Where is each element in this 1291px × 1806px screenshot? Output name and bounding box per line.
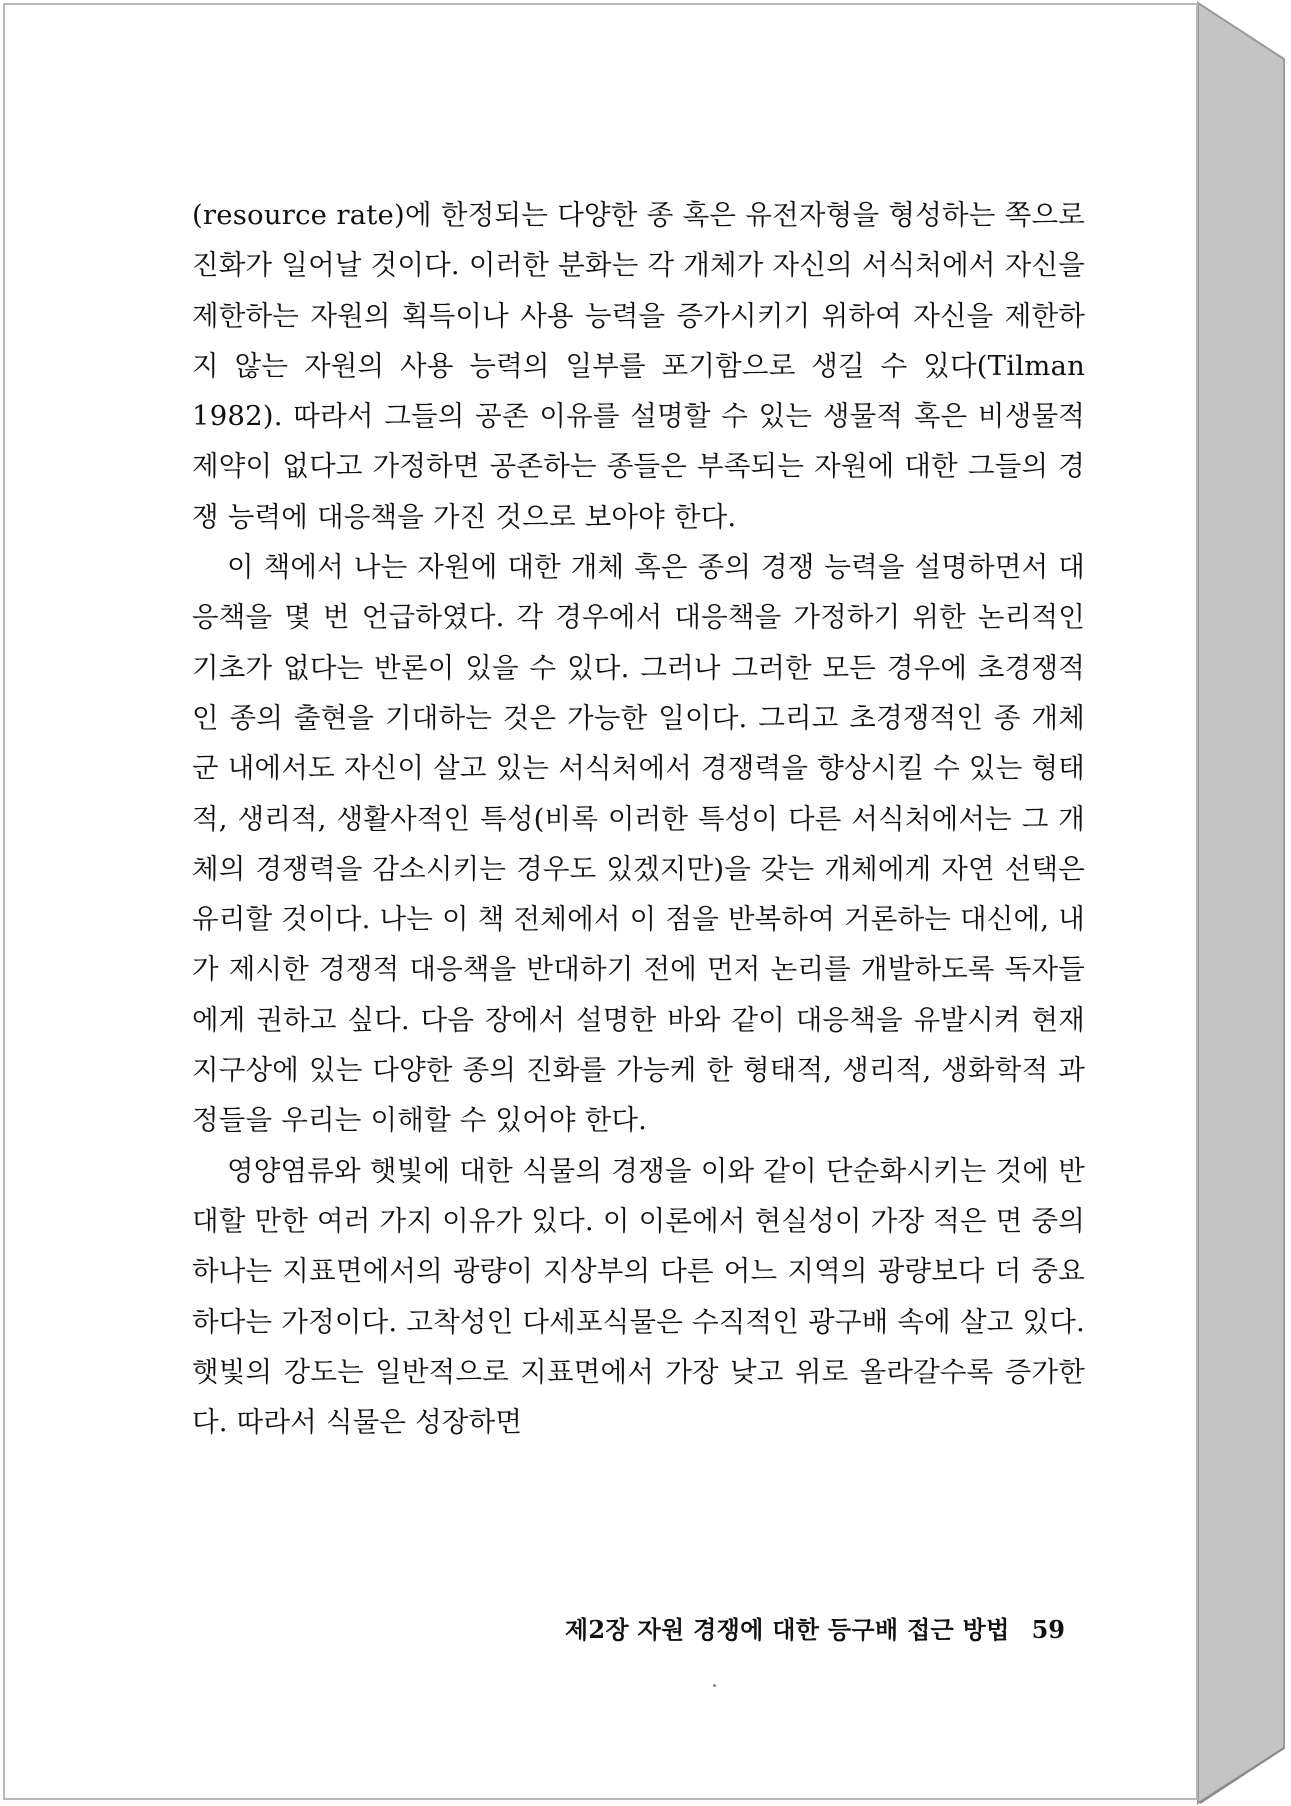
paragraph-3: 영양염류와 햇빛에 대한 식물의 경쟁을 이와 같이 단순화시키는 것에 반대할 만한 여러 가지 이유가 있다. 이 이론에서 현실성이 가장 적은 면 중의 하나는 지표면에서의 광량이 지상부의 다른 어느 지역의 광량보다 더 중요하다는 가정이다. 고착성인 다세포식물은 수직적인 광구배 속에 살고 있다. 햇빛의 강도는 일반적으로 지표면에서 가장 낮고 위로 올라갈수록 증가한다. 따라서 식물은 성장하면 xyxy=(192,1154,1085,1439)
paragraph-1: (resource rate)에 한정되는 다양한 종 혹은 유전자형을 형성하는 쪽으로 진화가 일어날 것이다. 이러한 분화는 각 개체가 자신의 서식처에서 자신을 제한하는 자원의 획득이나 사용 능력을 증가시키기 위하여 자신을 제한하지 않는 자원의 사용 능력의 일부를 포기함으로 생길 수 있다(Tilman 1982). 따라서 그들의 공존 이유를 설명할 수 있는 생물적 혹은 비생물적 제약이 없다고 가정하면 공존하는 종들은 부족되는 자원에 대한 그들의 경쟁 능력에 대응책을 가진 것으로 보아야 한다. xyxy=(192,199,1085,533)
body-text xyxy=(192,190,1085,1447)
chapter-title: 제2장 자원 경쟁에 대한 등구배 접근 방법 xyxy=(564,1615,1010,1644)
scan-speck xyxy=(713,1684,716,1687)
page-number: 59 xyxy=(1031,1615,1065,1644)
paragraph-2: 이 책에서 나는 자원에 대한 개체 혹은 종의 경쟁 능력을 설명하면서 대응책을 몇 번 언급하였다. 각 경우에서 대응책을 가정하기 위한 논리적인 기초가 없다는 반론이 있을 수 있다. 그러나 그러한 모든 경우에 초경쟁적인 종의 출현을 기대하는 것은 가능한 일이다. 그리고 초경쟁적인 종 개체군 내에서도 자신이 살고 있는 서식처에서 경쟁력을 향상시킬 수 있는 형태적, 생리적, 생활사적인 특성(비록 이러한 특성이 다른 서식처에서는 그 개체의 경쟁력을 감소시키는 경우도 있겠지만)을 갖는 개체에게 자연 선택은 유리할 것이다. 나는 이 책 전체에서 이 점을 반복하여 거론하는 대신에, 내가 제시한 경쟁적 대응책을 반대하기 전에 먼저 논리를 개발하도록 독자들에게 권하고 싶다. 다음 장에서 설명한 바와 같이 대응책을 유발시켜 현재 지구상에 있는 다양한 종의 진화를 가능케 한 형태적, 생리적, 생화학적 과정들을 우리는 이해할 수 있어야 한다. xyxy=(192,551,1085,1137)
running-footer xyxy=(565,1610,1065,1645)
